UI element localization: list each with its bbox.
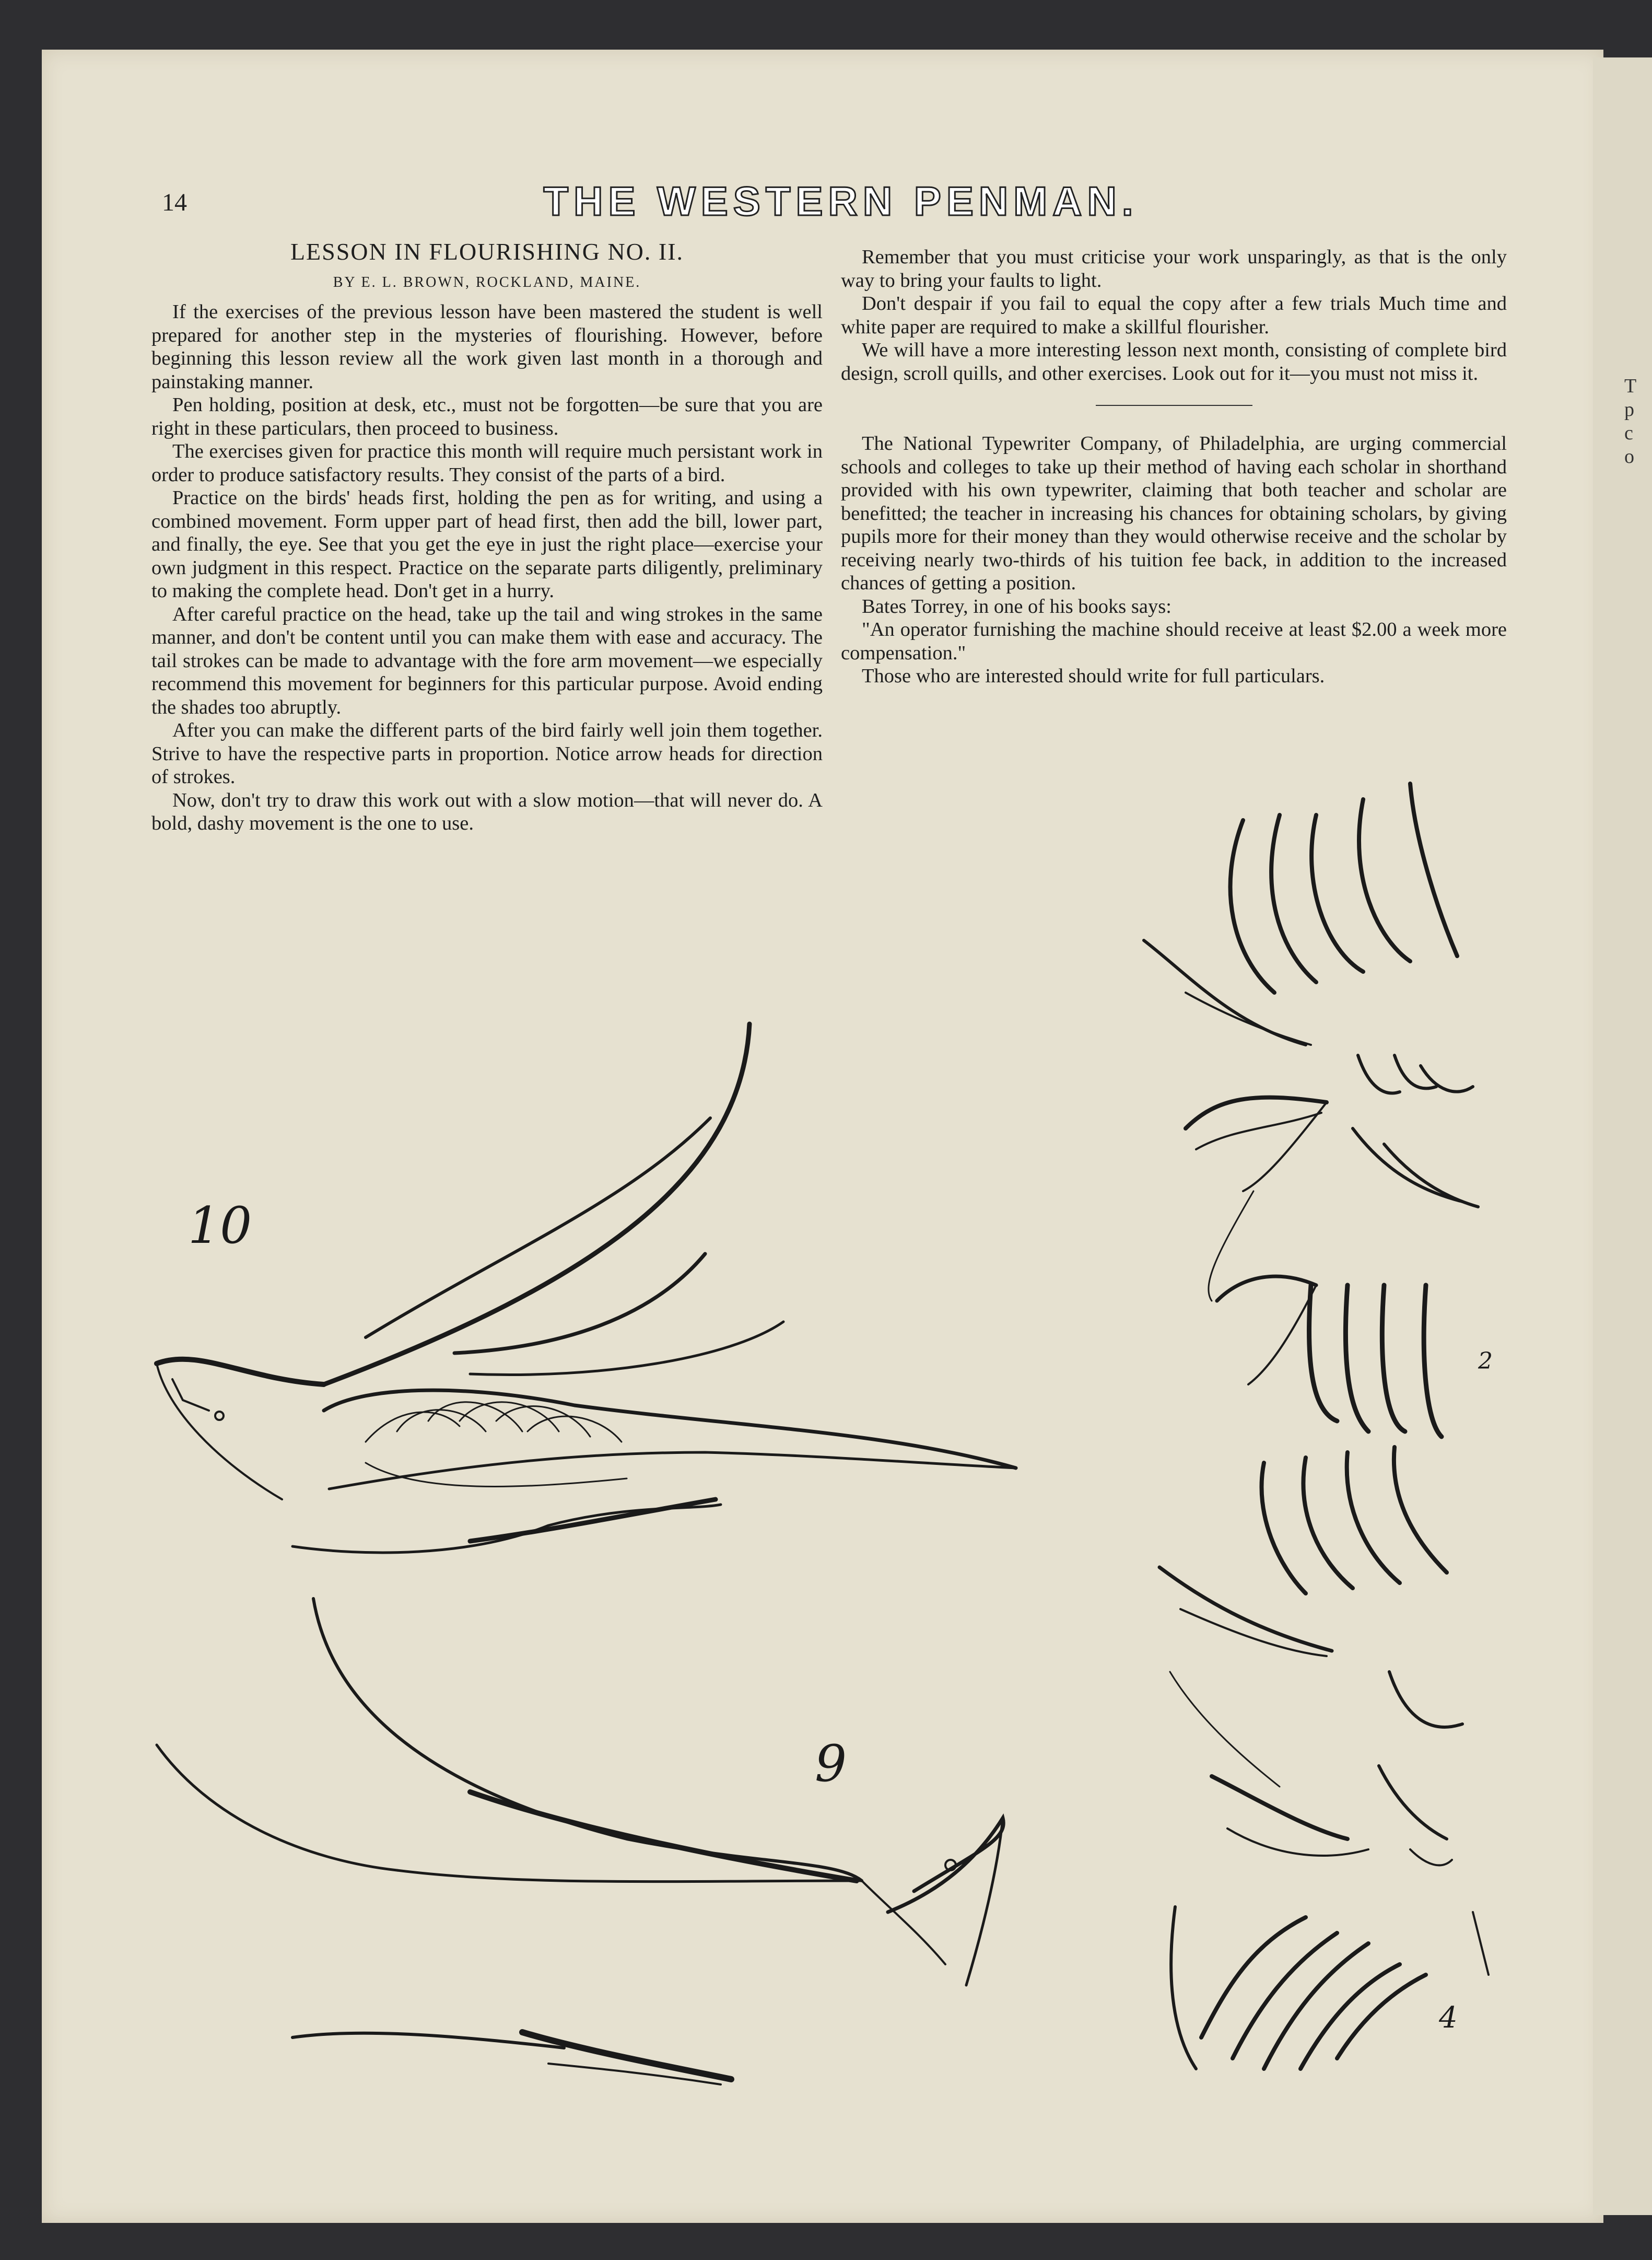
figure-label-9: 9 bbox=[815, 1734, 847, 1793]
bird-exercises-right bbox=[1144, 784, 1489, 2069]
article-paragraph: Practice on the birds' heads first, holding the pen as for writing, and using a combined movement. Form upper part of head first, then add the bill, lower part, and finally, the eye. See that you get the eye in just the right place—exercise your own judgment in this respect. Practice on the separate parts diligently, preliminary to making the complete head. Don't get in a hurry. bbox=[151, 487, 823, 602]
bird-figure-10 bbox=[157, 1024, 1016, 1553]
adjacent-page-fragment: T bbox=[1624, 375, 1637, 397]
masthead-title: THE WESTERN PENMAN. bbox=[543, 178, 1139, 224]
figure-label-4: 4 bbox=[1439, 2001, 1458, 2035]
figure-label-10: 10 bbox=[188, 1196, 252, 1255]
notice-paragraph: Bates Torrey, in one of his books says: bbox=[862, 595, 1171, 618]
adjacent-page-fragment: p bbox=[1624, 399, 1634, 421]
page-number: 14 bbox=[162, 189, 187, 216]
article-paragraph: Remember that you must criticise your work unsparingly, as that is the only way to bring your faults to light. bbox=[841, 246, 1507, 292]
article-paragraph: Don't despair if you fail to equal the copy after a few trials Much time and white paper are required to make a skillful flourisher. bbox=[841, 293, 1507, 338]
article-paragraph: The exercises given for practice this month will require much persistant work in order to produce satisfactory results. They consist of the parts of a bird. bbox=[151, 440, 823, 486]
bird-figure-9 bbox=[157, 1599, 1003, 2084]
article-paragraph: Now, don't try to draw this work out with a slow motion—that will never do. A bold, dashy movement is the one to use. bbox=[151, 789, 823, 834]
article-paragraph: After careful practice on the head, take up the tail and wing strokes in the same manner, and don't be content until you can make them with ease and accuracy. The tail strokes can be made to advantage with the fore arm movement—we especially recommend this movement for beginners for this particular purpose. Avoid ending the shades too abruptly. bbox=[151, 603, 823, 718]
article-paragraph: Pen holding, position at desk, etc., must not be forgotten—be sure that you are right in these particulars, then proceed to business. bbox=[151, 394, 823, 439]
article-byline: BY E. L. BROWN, ROCKLAND, MAINE. bbox=[333, 274, 641, 290]
notice-paragraph: The National Typewriter Company, of Philadelphia, are urging commercial schools and colleges to take up their method of having each scholar in shorthand provided with his own typewriter, claiming that both teacher and scholar are benefitted; the teacher in increasing his chances for obtaining scholars, by giving pupils more for their money than they would otherwise receive and the scholar by receiving nearly two-thirds of his tuition fee back, in addition to the increased chances of getting a position. bbox=[841, 433, 1507, 594]
article-paragraph: We will have a more interesting lesson next month, consisting of complete bird design, scroll quills, and other exercises. Look out for it—you must not miss it. bbox=[841, 339, 1507, 385]
notice-paragraph: "An operator furnishing the machine should receive at least $2.00 a week more compensation." bbox=[841, 619, 1507, 664]
figure-label-2: 2 bbox=[1478, 1348, 1493, 1374]
adjacent-page-fragment: o bbox=[1624, 446, 1634, 468]
notice-paragraph: Those who are interested should write for full particulars. bbox=[862, 665, 1325, 687]
article-paragraph: If the exercises of the previous lesson have been mastered the student is well prepared for another step in the mysteries of flourishing. However, before beginning this lesson review all the work given last month in a thorough and painstaking manner. bbox=[151, 301, 823, 393]
article-title: LESSON IN FLOURISHING NO. II. bbox=[290, 238, 684, 265]
adjacent-page-fragment: c bbox=[1624, 422, 1633, 444]
article-paragraph: After you can make the different parts of the bird fairly well join them together. Strive to have the respective parts in proportion. Notice arrow heads for direction of strokes. bbox=[151, 719, 823, 788]
